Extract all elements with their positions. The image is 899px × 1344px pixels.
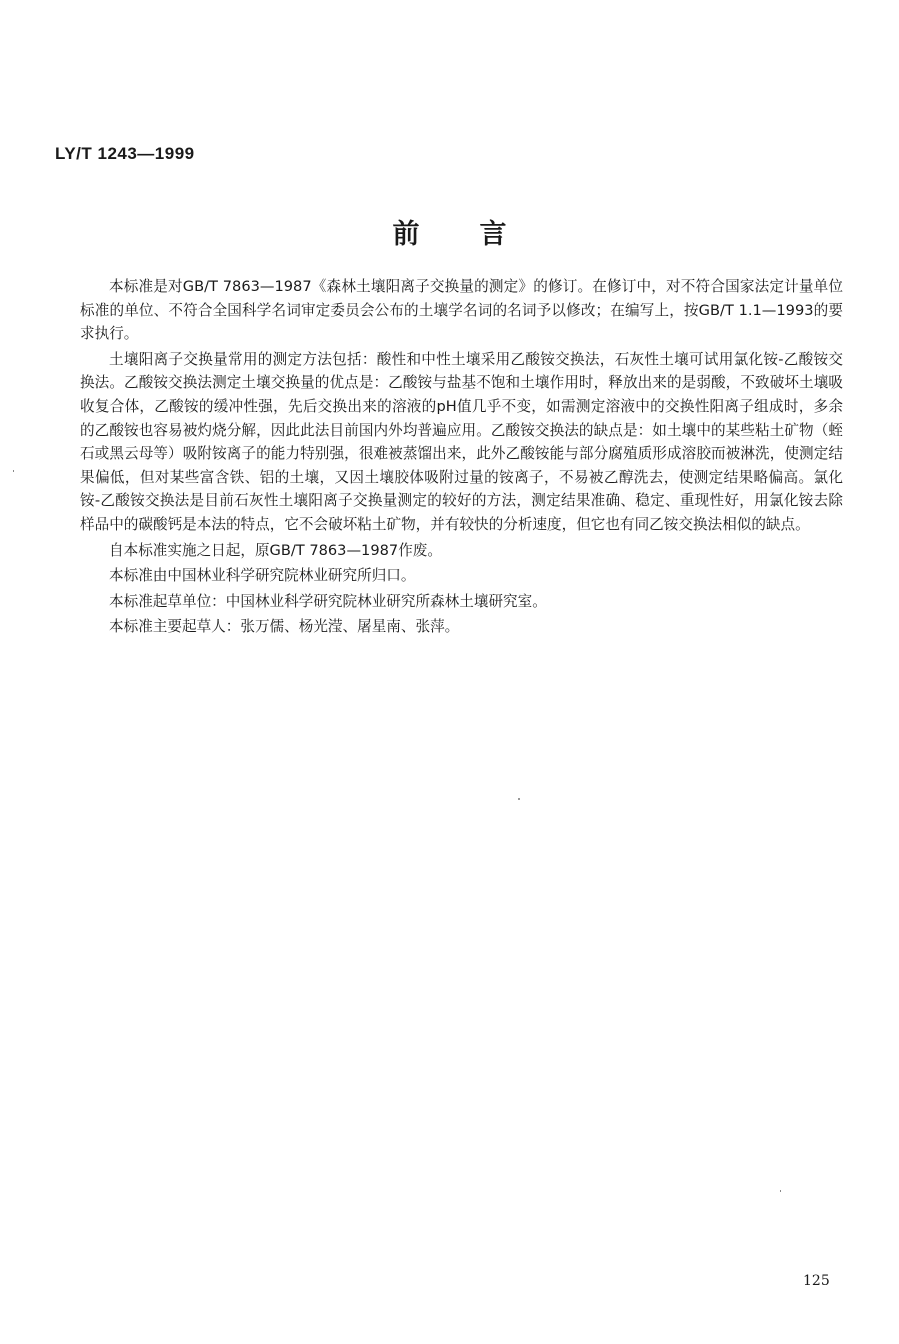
- statement-drafting-unit: 本标准起草单位：中国林业科学研究院林业研究所森林土壤研究室。: [109, 592, 547, 610]
- foreword-body: [80, 275, 843, 639]
- page-number: 125: [803, 1273, 830, 1289]
- statement-custodian: 本标准由中国林业科学研究院林业研究所归口。: [109, 567, 416, 585]
- paragraph-methods: 土壤阳离子交换量常用的测定方法包括：酸性和中性土壤采用乙酸铵交换法，石灰性土壤可试用氯化铵-乙酸铵交换法。乙酸铵交换法测定土壤交换量的优点是：乙酸铵与盐基不饱和土壤作用时，释放出来的是弱酸，不致破坏土壤吸收复合体，乙酸铵的缓冲性强，先后交换出来的溶液的pH值几乎不变，如需测定溶液中的交换性阳离子组成时，多余的乙酸铵也容易被灼烧分解，因此此法目前国内外均普遍应用。乙酸铵交换法的缺点是：如土壤中的某些粘土矿物（蛭石或黑云母等）吸附铵离子的能力特别强，很难被蒸馏出来，此外乙酸铵能与部分腐殖质形成溶胶而被淋洗，使测定结果偏低，但对某些富含铁、铝的土壤，又因土壤胶体吸附过量的铵离子，不易被乙醇洗去，使测定结果略偏高。氯化铵-乙酸铵交换法是目前石灰性土壤阳离子交换量测定的较好的方法，测定结果准确、稳定、重现性好，用氯化铵去除样品中的碳酸钙是本法的特点，它不会破坏粘土矿物，并有较快的分析速度，但它也有同乙铵交换法相似的缺点。: [80, 350, 843, 533]
- statement-drafters: 本标准主要起草人：张万儒、杨光滢、屠星南、张萍。: [109, 618, 460, 636]
- scan-speck: [13, 470, 14, 472]
- scan-speck: [518, 798, 520, 800]
- scan-speck: [780, 1190, 781, 1192]
- paragraph-revision: 本标准是对GB/T 7863—1987《森林土壤阳离子交换量的测定》的修订。在修订中，对不符合国家法定计量单位标准的单位、不符合全国科学名词审定委员会公布的土壤学名词的名词予以修改；在编写上，按GB/T 1.1—1993的要求执行。: [80, 278, 843, 343]
- standard-code: LY/T 1243—1999: [55, 144, 195, 163]
- page-title: 前言: [392, 219, 567, 250]
- statement-abolish: 自本标准实施之日起，原GB/T 7863—1987作废。: [109, 541, 442, 559]
